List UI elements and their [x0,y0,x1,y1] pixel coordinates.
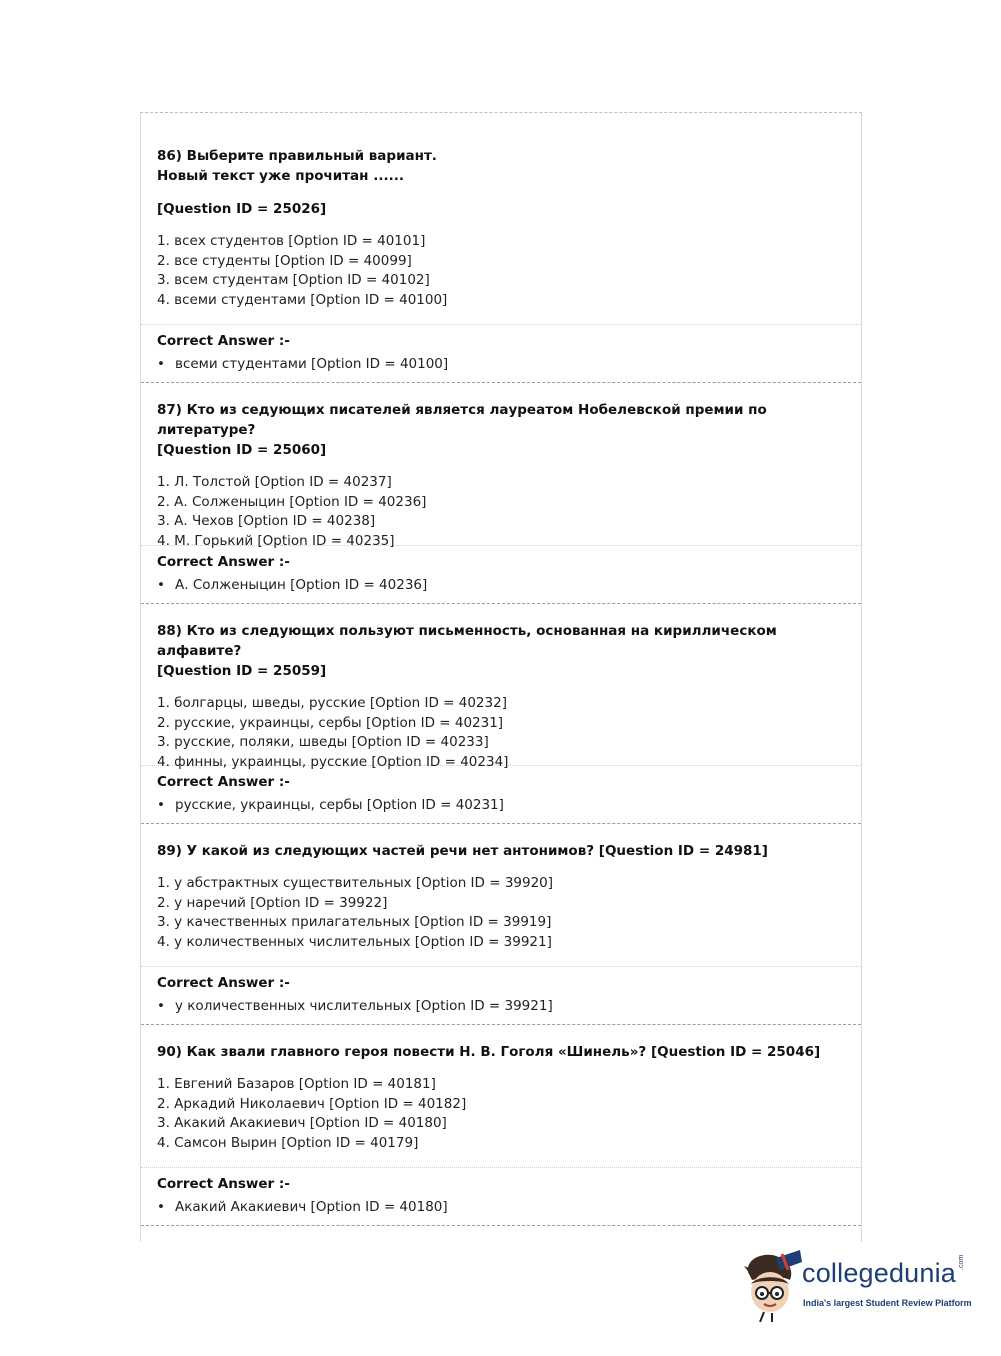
bullet-icon: • [157,1199,165,1215]
bullet-icon: • [157,797,165,813]
option: 1. всех студентов [Option ID = 40101] [157,233,426,249]
question-id: [Question ID = 25060] [157,442,327,458]
question-89 [141,824,861,1025]
answer-label: Correct Answer :- [157,975,290,991]
question-body [141,1025,861,1167]
question-title: 88) Кто из следующих пользуют письменность, основанная на кириллическом алфавите? [157,623,777,659]
question-title: 89) У какой из следующих частей речи нет антонимов? [Question ID = 24981] [157,843,768,859]
options-list [157,694,845,772]
option: 3. у качественных прилагательных [Option ID = 39919] [157,914,552,930]
question-id: [Question ID = 25026] [157,201,327,217]
bullet-icon: • [157,356,165,372]
answer-section [141,966,861,1025]
answer-section [141,324,861,383]
answer-line [157,354,845,374]
option: 4. Самсон Вырин [Option ID = 40179] [157,1134,419,1151]
answer-label: Correct Answer :- [157,554,290,570]
correct-answer: у количественных числительных [Option ID = 39921] [175,998,553,1014]
option: 3. А. Чехов [Option ID = 40238] [157,513,376,529]
bullet-icon: • [157,577,165,593]
correct-answer: Акакий Акакиевич [Option ID = 40180] [175,1199,448,1215]
question-body [141,824,861,966]
answer-label: Correct Answer :- [157,774,290,790]
question-86 [141,113,861,383]
logo-name: collegedunia [802,1258,957,1288]
option: 1. Евгений Базаров [Option ID = 40181] [157,1076,436,1092]
answer-section [141,765,861,824]
collegedunia-logo[interactable] [742,1250,972,1322]
logo-suffix: .com [958,1254,965,1270]
mascot-icon [742,1250,804,1322]
bullet-icon: • [157,998,165,1014]
answer-line [157,1197,845,1217]
question-87 [141,383,861,604]
answer-section [141,1167,861,1226]
options-list [157,874,845,952]
answer-label: Correct Answer :- [157,333,290,349]
answer-label: Correct Answer :- [157,1176,290,1192]
question-id: [Question ID = 25059] [157,663,327,679]
answer-section [141,545,861,604]
option: 2. у наречий [Option ID = 39922] [157,894,388,911]
correct-answer: А. Солженыцин [Option ID = 40236] [175,577,428,593]
logo-tagline: India's largest Student Review Platform [803,1298,972,1308]
question-88 [141,604,861,824]
options-list [157,1075,845,1153]
question-title: 90) Как звали главного героя повести Н. В. Гоголя «Шинель»? [Question ID = 25046] [157,1044,821,1060]
option: 1. Л. Толстой [Option ID = 40237] [157,474,392,490]
correct-answer: русские, украинцы, сербы [Option ID = 40231] [175,797,504,813]
option: 2. русские, украинцы, сербы [Option ID = 40231] [157,714,504,731]
option: 3. Акакий Акакиевич [Option ID = 40180] [157,1115,447,1131]
option: 4. всеми студентами [Option ID = 40100] [157,291,448,308]
option: 4. финны, украинцы, русские [Option ID = 40234] [157,753,509,770]
question-body [141,383,861,549]
option: 1. болгарцы, шведы, русские [Option ID = 40232] [157,695,507,711]
options-list [157,232,845,310]
answer-line [157,795,845,815]
option: 3. русские, поляки, шведы [Option ID = 40233] [157,734,489,750]
answer-line [157,996,845,1016]
answer-line [157,575,845,595]
question-body [141,604,861,770]
correct-answer: всеми студентами [Option ID = 40100] [175,356,449,372]
option: 2. все студенты [Option ID = 40099] [157,252,412,269]
question-paper [140,112,862,1242]
question-body [141,113,861,324]
question-title: 86) Выберите правильный вариант. [157,148,437,164]
option: 4. у количественных числительных [Option ID = 39921] [157,933,552,950]
option: 2. Аркадий Николаевич [Option ID = 40182] [157,1095,467,1112]
option: 4. М. Горький [Option ID = 40235] [157,532,395,549]
option: 3. всем студентам [Option ID = 40102] [157,272,430,288]
option: 2. А. Солженыцин [Option ID = 40236] [157,493,427,510]
question-title-line2: Новый текст уже прочитан ...... [157,168,404,184]
options-list [157,473,845,551]
question-90 [141,1025,861,1226]
option: 1. у абстрактных существительных [Option ID = 39920] [157,875,554,891]
question-title: 87) Кто из седующих писателей является лауреатом Нобелевской премии по литературе? [157,402,767,438]
